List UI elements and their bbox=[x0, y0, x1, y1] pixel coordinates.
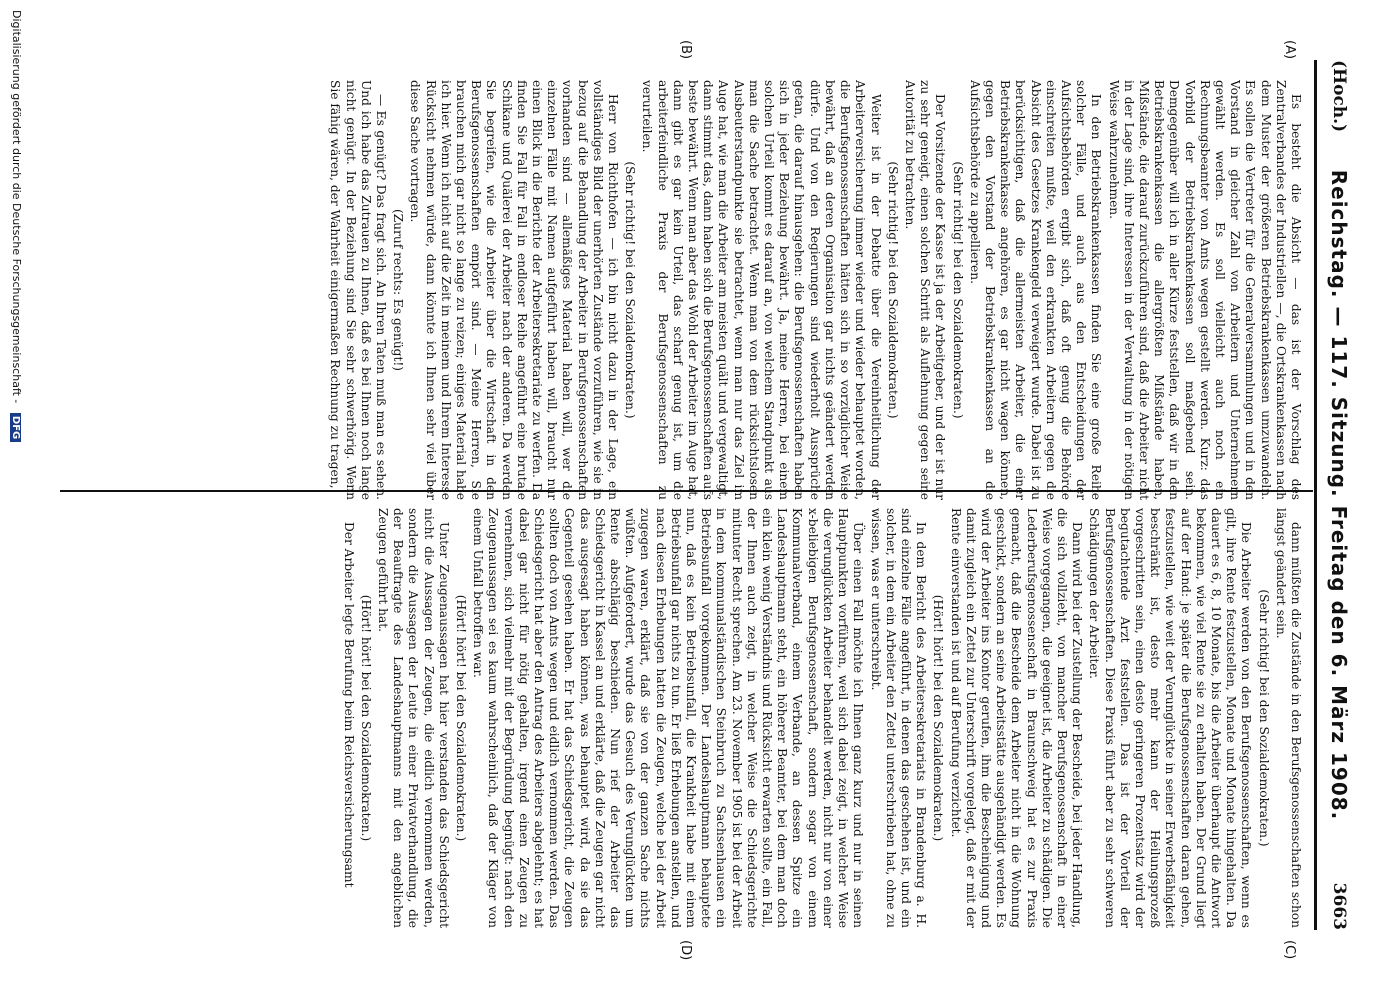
session-title: Reichstag. — 117. Sitzung. Freitag den 6. März 1908. bbox=[1327, 169, 1351, 821]
margin-mark-d: (D) bbox=[678, 940, 693, 961]
paragraph: (Sehr richtig! bei den Sozialdemokraten.) bbox=[885, 161, 900, 419]
page-header bbox=[1314, 60, 1361, 930]
speaker-label: (Hoch.) bbox=[1329, 60, 1349, 133]
paragraph: (Sehr richtig! bei den Sozialdemokraten.) bbox=[950, 161, 965, 419]
paragraph: In dem Bericht des Arbeitersekretariats in Brandenburg a. H. sind einzelne Fälle angeführt, in denen das geschehen ist, und ein solcher, in dem ein Arbeiter den Zettel unterschrieben hat, ohne zu wissen, was er unterschreibt. bbox=[868, 508, 929, 928]
paragraph: Der Arbeiter legte Berufung beim Reichsversicherungsamt bbox=[341, 522, 356, 888]
page-number: 3663 bbox=[1329, 882, 1349, 930]
paragraph: Es besteht die Absicht — das ist der Vorschlag des Zentralverbandes der Industriellen —, die Ortskrankenkassen nach dem Muster der größeren Betriebskrankenkassen umzuwandeln. Es sollen die Vertreter für die Generalversammlungen und in den Vorstand in gleicher Zahl von Arbeitern und Unternehmern gewählt werden. Es soll vielleicht auch noch ein Rechnungsbeamter von Amts wegen gestellt werden. Kurz: das Vorbild der Betriebskrankenkassen soll maßgebend sein. Demgegenüber will ich in aller Kürze feststellen, daß wir in den Betriebskrankenkassen die allergrößten Mißstände haben, Mißstände, die darauf zurückzuführen sind, daß die Arbeiter nicht in der Lage sind, ihre Interessen in der Verwaltung in der nötigen Weise wahrzunehmen. bbox=[1106, 80, 1303, 500]
paragraph: (Hört! hört! bei den Sozialdemokraten.) bbox=[931, 594, 946, 842]
paragraph: Dann wird bei der Zustellung der Bescheide, bei jeder Handlung, die sich vollzieht, von mancher Berufsgenossenschaft in einer Weise vorgegangen, die geeignet ist, die Arbeiter zu schädigen. Die Lederberufsgenossenschaft in Braunschweig hat es zur Praxis gemacht, daß die Bescheide dem Arbeiter nicht in die Wohnung geschickt, sondern an seine Arbeitsstätte ausgehändigt werden. Es wird der Arbeiter ins Kontor gerufen, ihm die Bescheinigung und damit zugleich ein Zettel zur Unterschrift vorgelegt, daß er mit der Rente einverstanden ist und auf Berufung verzichtet. bbox=[948, 508, 1085, 928]
paragraph: Über einen Fall möchte ich Ihnen ganz kurz und nur in seinen Hauptpunkten vorführen, weil sich dabei zeigt, in welcher Weise die verunglückten Arbeiter behandelt werden, nicht nur von einer x-beliebigen Berufsgenossenschaft, sondern sogar von einem Kommunalverband, einem Verbande, an dessen Spitze ein Landeshauptmann steht, ein höherer Beamter, bei dem man doch ein klein wenig Verständnis und Rücksicht erwarten sollte, ein Fall, der Ihnen auch zeigt, in welcher Weise die Schiedsgerichte mitunter Recht sprechen. Am 23. November 1905 ist bei der Arbeit in dem kommunalständischen Steinbruch zu Sachsenhausen ein Betriebsunfall vorgekommen. Der Landeshauptmann behauptete nun, daß es kein Betriebsunfall, die Krankheit habe mit einem Betriebsunfall gar nichts zu tun. Er ließ Erhebungen anstellen, und nach diesen Erhebungen hatten die Zeugen, welche bei der Arbeit zugegen waren, erklärt, daß sie von der ganzen Sache nichts wüßten. Aufgefordert, wurde das Gesuch des Verunglückten um Rente abschlägig beschieden. Nun rief der Arbeiter das Schiedsgericht in Kassel an und erklärte, daß die Zeugen gar nicht das ausgesagt haben können, was behauptet wird, da sie das Gegenteil gesehen haben. Er hat das Schiedsgericht, die Zeugen sollten doch von Amts wegen und eidlich vernommen werden. Das Schiedsgericht hat aber den Antrag des Arbeiters abgelehnt; es hat dabei gar nicht für nötig gehalten, irgend einen Zeugen zu vernehmen, sich vielmehr mit der Begründung begnügt: nach den Zeugenaussagen sei es kaum wahrscheinlich, daß der Kläger von einem Unfall betroffen war. bbox=[471, 508, 866, 928]
paragraph: (Zuruf rechts: Es genügt!) bbox=[391, 208, 406, 372]
paragraph: In den Betriebskrankenkassen finden Sie eine große Reihe solcher Fälle, und auch aus den Entscheidungen der Aufsichtsbehörden ergibt sich, daß oft genug die Behörde einschreiten mußte, weil den erkrankten Arbeitern gegen die Absicht des Gesetzes Krankengeld verweigert wurde. Dabei ist zu berücksichtigen, daß die allermeisten Arbeiter, die einer Betriebskrankenkasse angehören, es gar nicht wagen können, gegen den Vorstand der Betriebskrankenkassen an die Aufsichtsbehörde zu appellieren. bbox=[967, 80, 1104, 500]
paragraph: (Sehr richtig! bei den Sozialdemokraten.) bbox=[1256, 589, 1271, 847]
footer bbox=[10, 10, 23, 442]
margin-mark-c: (C) bbox=[1282, 940, 1297, 960]
margin-mark-b: (B) bbox=[678, 40, 693, 60]
paragraph: dann müßten die Zustände in den Berufsgenossenschaften schon längst geändert sein. bbox=[1273, 508, 1303, 928]
paragraph: Der Vorsitzende der Kasse ist ja der Arbeitgeber, und der ist nur zu sehr geneigt, einen solchen Schritt als Auflehnung gegen seine Autorität zu betrachten. bbox=[902, 80, 948, 500]
paragraph: Weiter ist in der Debatte über die Vereinheitlichung der Arbeiterversicherung immer wieder und wieder behauptet worden, die Berufsgenossenschaften hätten sich in so vorzüglicher Weise bewährt, daß an deren Organisation gar nichts geändert werden dürfe. Und von den Regierungen sind wiederholt Aussprüche getan, die darauf hinausgehen: die Berufsgenossenschaften haben sich in jeder Beziehung bewährt. Ja, meine Herren, bei einem solchen Urteil kommt es darauf an, von welchem Standpunkt aus man die Sache betrachtet. Wenn man von dem rücksichtslosen Ausbeuterstandpunkte sie betrachtet, wenn man nur das Ziel im Auge hat, wie man die Arbeiter am meisten quält und vergewaltigt, dann stimmt das, dann haben sich die Berufsgenossenschaften aufs beste bewährt. Wenn man aber das Wohl der Arbeiter im Auge hat, dann gibt es gar kein Urteil, das scharf genug ist, um die arbeiterfeindliche Praxis der Berufsgenossenschaften zu verurteilen. bbox=[640, 80, 883, 500]
footer-text: Digitalisierung gefördert durch die Deutsche Forschungsgemeinschaft - bbox=[10, 10, 23, 404]
margin-mark-a: (A) bbox=[1282, 40, 1297, 60]
paragraph: (Hört! hört! bei den Sozialdemokraten.) bbox=[454, 594, 469, 842]
paragraph: Herr von Richthofen — ich bin nicht dazu in der Lage, ein vollständiges Bild der unerhörten Zustände vorzuführen, wie sie in bezug auf die Behandlung der Arbeiter in Berufsgenossenschaften vorhanden sind — allemäßiges Material haben will, wer die einzelnen Fälle mit Namen aufgeführt haben will, braucht nur einen Blick in die Berichte der Arbeitersekretariate zu werfen. Da finden Sie Fall für Fall in endloser Reihe angeführt eine brutale Schikane und Quälerei der Arbeiter nach der anderen. Da werden Sie begreifen, wie die Arbeiter über die Wirtschaft in den Berufsgenossenschaften empört sind. — Meine Herren, Sie brauchen mich gar nicht so lange zu reizen; einiges Material habe ich hier. Wenn ich nicht auf die Zeit in meinem und Ihrem Interesse Rücksicht nehmen würde, dann könnte ich Ihnen sehr viel über diese Sache vortragen. bbox=[408, 80, 621, 500]
left-column bbox=[80, 80, 1303, 500]
paragraph: Die Arbeiter werden von den Berufsgenossenschaften, wenn es gilt, ihre Rente festzustellen, Monate und Monate hingehalten. Da dauert es 6, 8, 10 Monate, bis die Arbeiter überhaupt die Antwort bekommen, wie viel Rente sie zu erhalten haben. Der Grund liegt auf der Hand: je später die Berufsgenossenschaften daran gehen, festzustellen, wie weit der Verunglückte in seiner Erwerbsfähigkeit beschränkt ist, desto mehr kann der Heilungsprozeß vorgeschritten sein, einen desto geringeren Prozentsatz wird der begutachtende Arzt feststellen. Das ist der Vorteil der Berufsgenossenschaften. Diese Praxis führt aber zu sehr schweren Schädigungen der Arbeiter. bbox=[1087, 508, 1254, 928]
dfg-logo: DFG bbox=[10, 413, 21, 442]
right-column bbox=[80, 508, 1303, 928]
paragraph: (Sehr richtig! bei den Sozialdemokraten.) bbox=[623, 161, 638, 419]
paragraph: — Es genügt? Das fragt sich. An Ihren Taten muß man es sehen. Und ich habe das Zutrauen zu Ihnen, daß es bei Ihnen noch lange nicht genügt. In der Beziehung sind Sie sehr schwerhörig. Wenn Sie fähig wären, der Wahrheit einigermaßen Rechnung zu tragen, bbox=[328, 80, 389, 500]
paragraph: Unter Zeugenaussagen hat hier verstanden das Schiedsgericht nicht die Aussagen der Zeugen, die eidlich vernommen werden, sondern die Aussagen der Leute in einer Privatverhandlung, die der Beauftragte des Landeshauptmanns mit den angeblichen Zeugen geführt hat. bbox=[376, 508, 451, 928]
paragraph: (Hört! hört! bei den Sozialdemokraten.) bbox=[358, 594, 373, 842]
